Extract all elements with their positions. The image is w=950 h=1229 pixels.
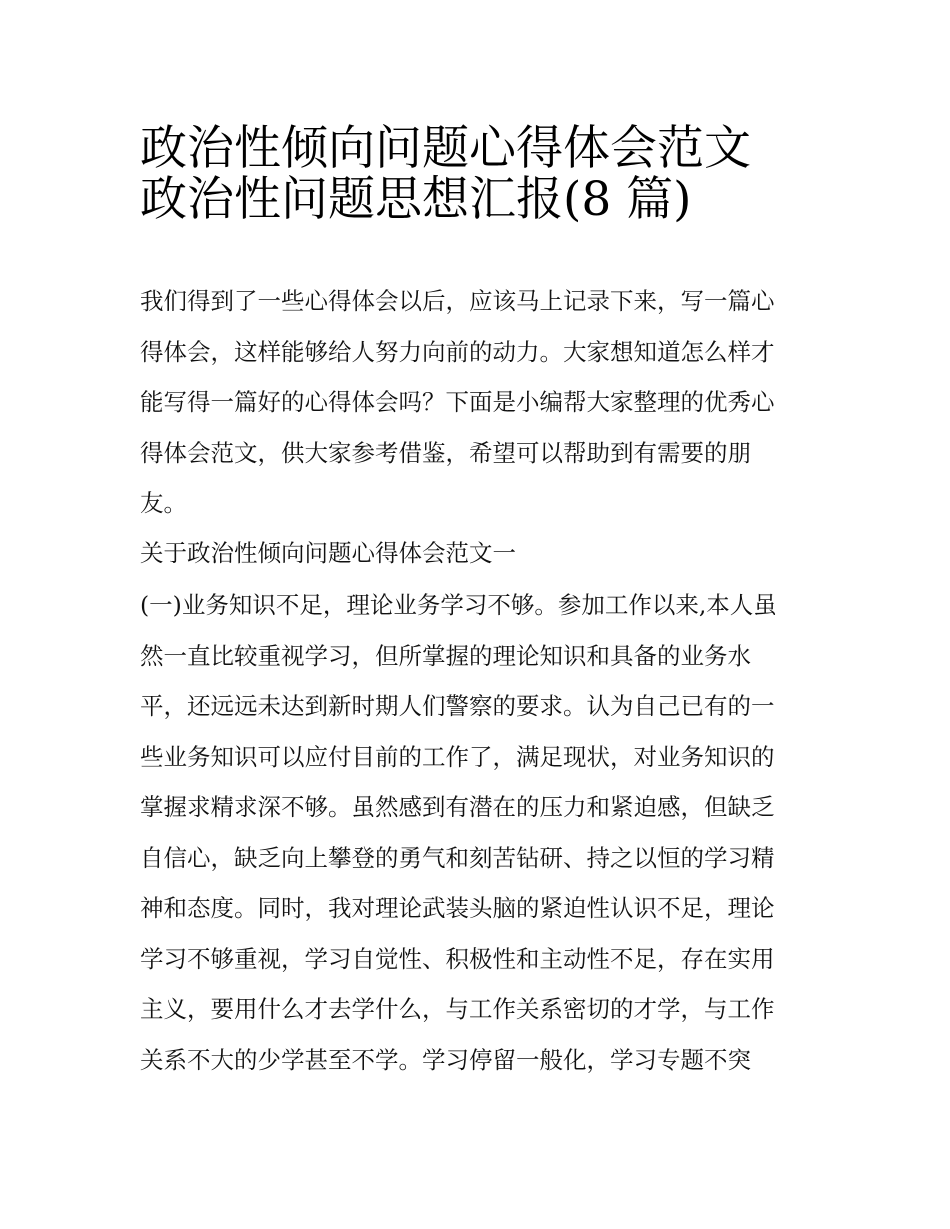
section-line: 然一直比较重视学习，但所掌握的理论知识和具备的业务水 — [140, 641, 751, 670]
intro-line: 我们得到了一些心得体会以后，应该马上记录下来，写一篇心 — [140, 287, 775, 315]
section-line: 主义，要用什么才去学什么，与工作关系密切的才学，与工作 — [140, 995, 775, 1023]
section-line: 学习不够重视，学习自觉性、积极性和主动性不足，存在实用 — [140, 944, 775, 973]
section-line: 自信心，缺乏向上攀登的勇气和刻苦钻研、持之以恒的学习精 — [140, 843, 775, 872]
intro-paragraph — [140, 276, 830, 529]
intro-line: 得体会，这样能够给人努力向前的动力。大家想知道怎么样才 — [140, 337, 775, 366]
section-paragraph — [140, 580, 830, 1085]
section-heading — [140, 528, 830, 579]
document-title — [140, 112, 830, 227]
title-line-1: 政治性倾向问题心得体会范文 — [140, 121, 751, 176]
title-line-2: 政治性问题思想汇报(8 篇) — [140, 171, 692, 227]
intro-line: 得体会范文，供大家参考借鉴，希望可以帮助到有需要的朋 — [140, 438, 751, 467]
section-line: 关系不大的少学甚至不学。学习停留一般化，学习专题不突 — [140, 1045, 751, 1074]
section-line: (一)业务知识不足，理论业务学习不够。参加工作以来,本人虽 — [140, 591, 777, 619]
section-line: 些业务知识可以应付目前的工作了，满足现状，对业务知识的 — [140, 742, 775, 771]
section-heading-text: 关于政治性倾向问题心得体会范文一 — [140, 539, 516, 567]
intro-line: 能写得一篇好的心得体会吗？下面是小编帮大家整理的优秀心 — [140, 388, 775, 416]
section-line: 神和态度。同时，我对理论武装头脑的紧迫性认识不足，理论 — [140, 894, 775, 922]
section-line: 掌握求精求深不够。虽然感到有潜在的压力和紧迫感，但缺乏 — [140, 793, 775, 821]
intro-line: 友。 — [140, 489, 187, 517]
section-line: 平，还远远未达到新时期人们警察的要求。认为自己已有的一 — [140, 692, 775, 720]
